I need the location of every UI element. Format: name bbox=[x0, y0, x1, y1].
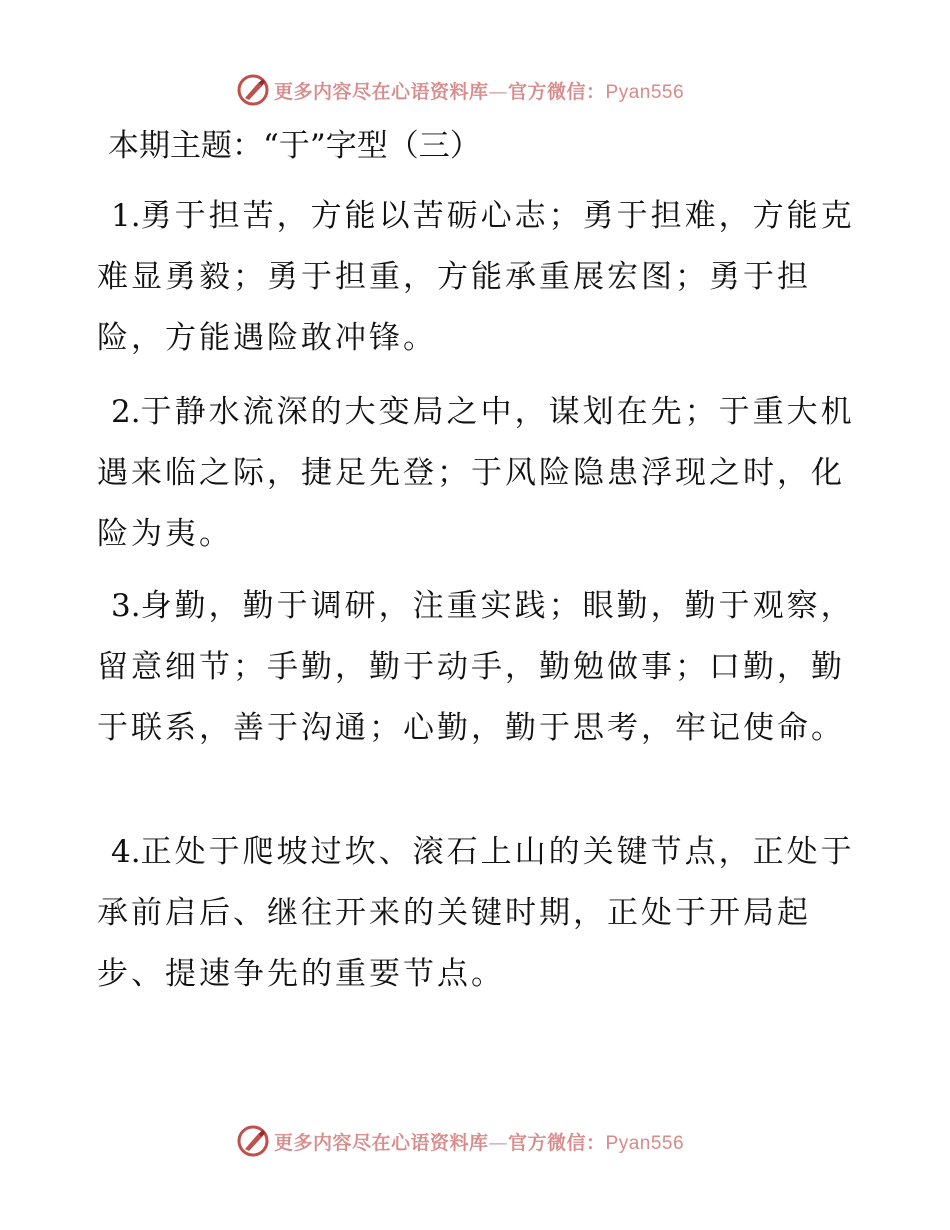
item-2-number: 2. bbox=[111, 394, 141, 430]
item-3 bbox=[97, 576, 857, 759]
footer-wechat-id: Pyan556 bbox=[605, 1132, 685, 1154]
item-3-text: 身勤，勤于调研，注重实践；眼勤，勤于观察，留意细节；手勤，勤于动手，勤勉做事；口勤，勤于联系，善于沟通；心勤，勤于思考，牢记使命。 bbox=[97, 588, 855, 746]
item-4 bbox=[97, 822, 857, 1005]
item-2-text: 于静水流深的大变局之中，谋划在先；于重大机遇来临之际，捷足先登；于风险隐患浮现之时，化险为夷。 bbox=[97, 394, 855, 552]
item-4-number: 4. bbox=[111, 834, 141, 870]
item-1-text: 勇于担苦，方能以苦砺心志；勇于担难，方能克难显勇毅；勇于担重，方能承重展宏图；勇于担险，方能遇险敢冲锋。 bbox=[97, 198, 855, 356]
footer-separator: — bbox=[488, 1131, 509, 1154]
header-wechat-id: Pyan556 bbox=[605, 81, 685, 103]
footer-watermark-text bbox=[274, 1128, 684, 1155]
header-wechat-label: 官方微信： bbox=[508, 80, 606, 103]
item-1-number: 1. bbox=[111, 198, 141, 234]
item-1 bbox=[97, 186, 857, 369]
item-2 bbox=[97, 382, 857, 565]
pen-logo-icon bbox=[236, 73, 270, 107]
footer-watermark bbox=[236, 1123, 684, 1159]
footer-wechat-label: 官方微信： bbox=[508, 1131, 606, 1154]
item-4-text: 正处于爬坡过坎、滚石上山的关键节点，正处于承前启后、继往开来的关键时期，正处于开局起步、提速争先的重要节点。 bbox=[97, 834, 855, 992]
header-separator: — bbox=[488, 80, 509, 103]
header-brand: 更多内容尽在心语资料库 bbox=[274, 80, 489, 103]
pen-logo-icon bbox=[236, 1124, 270, 1158]
item-3-number: 3. bbox=[111, 588, 141, 624]
header-watermark-text bbox=[274, 77, 684, 104]
header-watermark bbox=[236, 72, 684, 108]
footer-brand: 更多内容尽在心语资料库 bbox=[274, 1131, 489, 1154]
page-title: 本期主题：“于”字型（三） bbox=[108, 128, 481, 164]
